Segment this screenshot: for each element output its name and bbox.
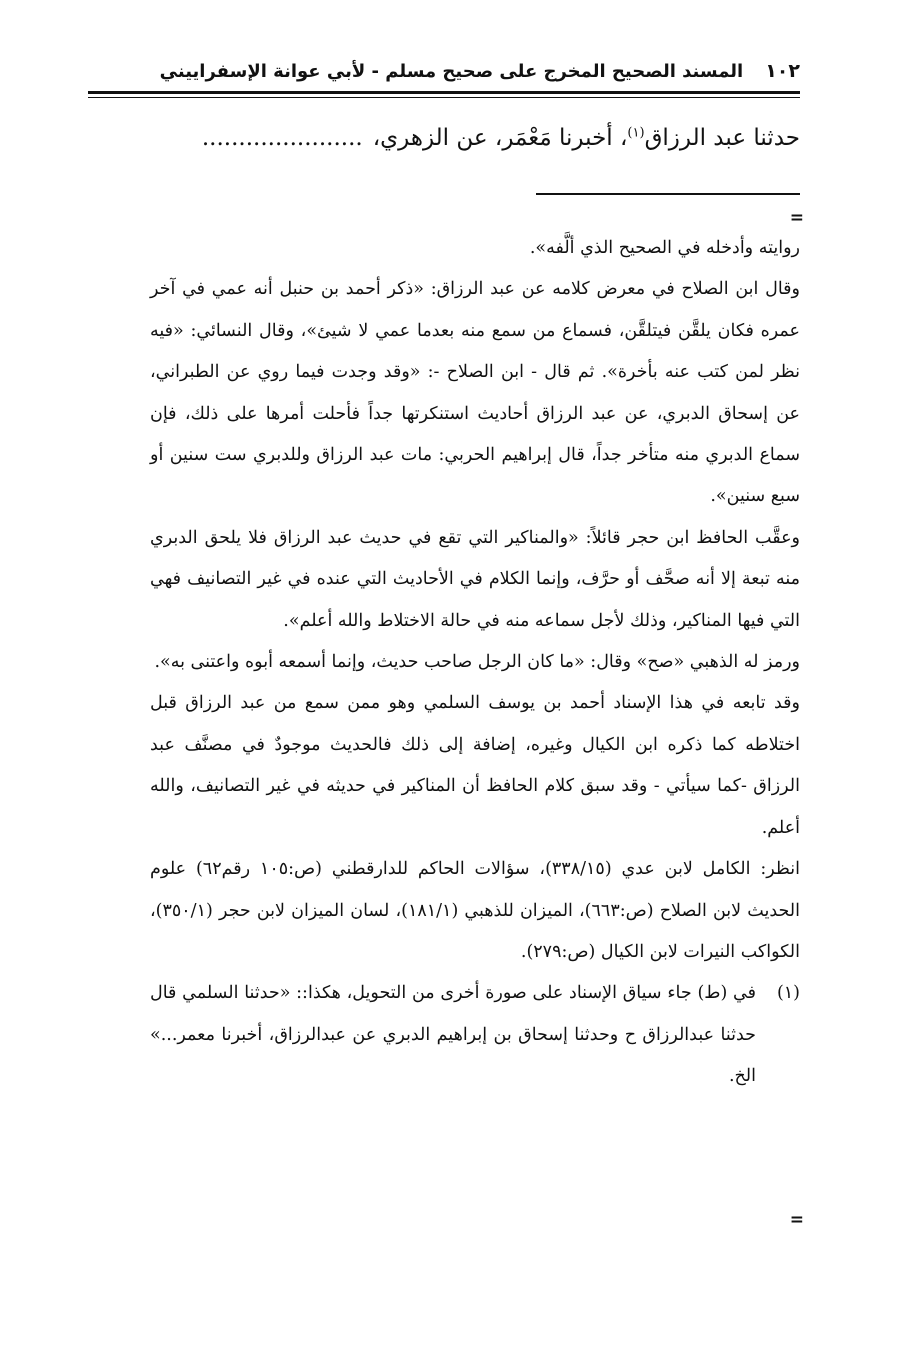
footnote-1-text: في (ط) جاء سياق الإسناد على صورة أخرى من التحويل، هكذا:: «حدثنا السلمي قال حدثنا عبدالرزاق ح وحدثنا إسحاق بن إبراهيم الدبري عن عبدالرزاق، أخبرنا معمر...» الخ. [150,983,756,1087]
footnotes [150,228,800,1098]
main-text-continuation: ، أخبرنا مَعْمَر، عن الزهري، [372,125,628,151]
ellipsis-dots: ...................... [201,125,363,151]
header-rule-thick [88,91,800,94]
footnote-paragraph: وقال ابن الصلاح في معرض كلامه عن عبد الرزاق: «ذكر أحمد بن حنبل أنه عمي في آخر عمره فكان يلقَّن فيتلقَّن، فسماع من سمع منه بعدما عمي لا شيئ»، وقال النسائي: «فيه نظر لمن كتب عنه بأخرة». ثم قال - ابن الصلاح -: «وقد وجدت فيما روي عن الطبراني، عن إسحاق الدبري، عن عبد الرزاق أحاديث استنكرتها جداً فأحلت أمرها على ذلك، فإن سماع الدبري منه متأخر جداً، قال إبراهيم الحربي: مات عبد الرزاق وللدبري ست سنين أو سبع سنين». [150,279,800,507]
page-number: ١٠٢ [765,60,800,82]
footnote-paragraph: ورمز له الذهبي «صح» وقال: «ما كان الرجل صاحب حديث، وإنما أسمعه أبوه واعتنى به». [154,652,800,673]
running-header [88,56,800,86]
footnote-paragraph: وعقَّب الحافظ ابن حجر قائلاً: «والمناكير التي تقع في حديث عبد الرزاق فلا يلحق الدبري منه تبعة إلا أنه صحَّف أو حرَّف، وإنما الكلام في الأحاديث التي عنده في غير التصانيف فهي التي فيها المناكير، وذلك لأجل سماعه منه في حالة الاختلاط والله أعلم». [150,527,800,631]
footnote-1-marker: (١) [776,983,800,1004]
footnote-separator [536,193,800,195]
footnote-1 [150,973,800,1097]
main-text-line [88,120,800,156]
footnote-reference: (١) [627,125,645,141]
book-title: المسند الصحيح المخرج على صحيح مسلم - لأبي عوانة الإسفراييني [159,60,744,82]
continuation-mark-bottom: = [789,1210,804,1230]
continuation-mark-top: = [789,208,804,228]
header-rule-thin [88,97,800,98]
footnote-paragraph: انظر: الكامل لابن عدي (٣٣٨/١٥)، سؤالات الحاكم للدارقطني (ص:١٠٥ رقم٦٢) علوم الحديث لابن الصلاح (ص:٦٦٣)، الميزان للذهبي (١٨١/١)، لسان الميزان لابن حجر (٣٥٠/١)، الكواكب النيرات لابن الكيال (ص:٢٧٩). [150,859,800,962]
footnote-paragraph: روايته وأدخله في الصحيح الذي ألَّفه». [529,238,800,258]
footnote-paragraph: وقد تابعه في هذا الإسناد أحمد بن يوسف السلمي وهو ممن سمع من عبد الرزاق قبل اختلاطه كما ذكره ابن الكيال وغيره، إضافة إلى ذلك فالحديث موجودٌ في مصنَّف عبد الرزاق -كما سيأتي - وقد سبق كلام الحافظ أن المناكير في حديثه في غير التصانيف، والله أعلم. [150,693,800,838]
main-text: حدثنا عبد الرزاق [644,125,800,151]
